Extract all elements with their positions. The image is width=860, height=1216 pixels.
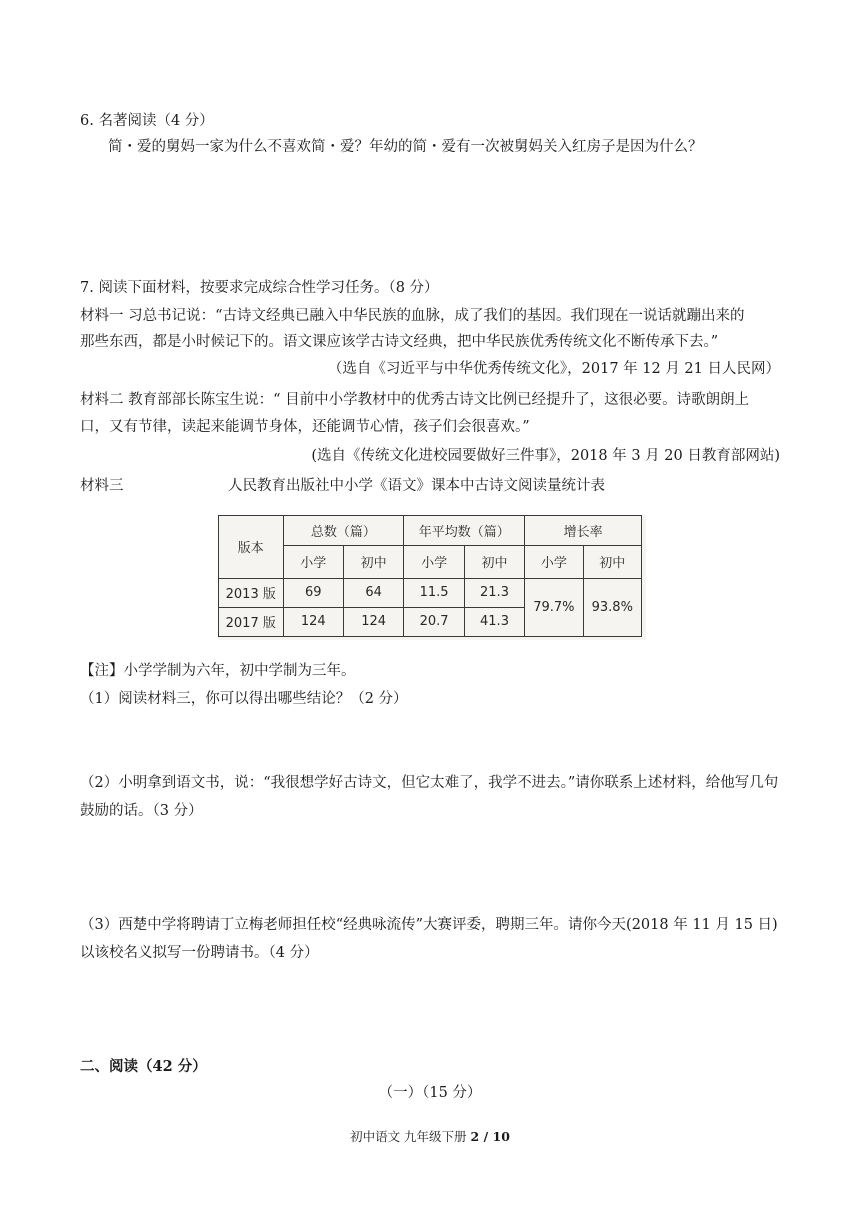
- sub-junior-avg: 初中: [464, 546, 524, 578]
- section-2-part-1: （一）（15 分）: [378, 1085, 482, 1101]
- material2-line2: 口，又有节律，读起来能调节身体，还能调节心情，孩子们会很喜欢。”: [80, 419, 530, 435]
- material2-source: (选自《传统文化进校园要做好三件事》，2018 年 3 月 20 日教育部网站): [311, 448, 780, 464]
- row-avg-junior: 21.3: [464, 578, 524, 607]
- row-total-junior: 124: [343, 607, 403, 636]
- header-total: 总数（篇）: [283, 516, 404, 546]
- sub-primary-avg: 小学: [404, 546, 464, 578]
- subquestion-2-line1: （2）小明拿到语文书，说：“我很想学好古诗文，但它太难了，我学不进去。”请你联系上述材料，给他写几句: [80, 775, 779, 791]
- row-avg-junior: 41.3: [464, 607, 524, 636]
- q6-question: 简・爱的舅妈一家为什么不喜欢简・爱？年幼的简・爱有一次被舅妈关入红房子是因为什么？: [108, 139, 703, 155]
- row-avg-primary: 20.7: [404, 607, 464, 636]
- row-total-primary: 69: [283, 578, 343, 607]
- subquestion-3-line2: 以该校名义拟写一份聘请书。（4 分）: [80, 945, 319, 961]
- row-avg-primary: 11.5: [404, 578, 464, 607]
- table-note: 【注】小学学制为六年，初中学制为三年。: [80, 663, 356, 679]
- material3-title: 人民教育出版社中小学《语文》课本中古诗文阅读量统计表: [228, 478, 605, 494]
- material1-line1: 材料一 习总书记说：“古诗文经典已融入中华民族的血脉，成了我们的基因。我们现在一说话就蹦出来的: [80, 308, 745, 324]
- growth-junior: 93.8%: [583, 578, 641, 636]
- material1-line2: 那些东西，都是小时候记下的。语文课应该学古诗文经典，把中华民族优秀传统文化不断传承下去。”: [80, 334, 719, 350]
- row-total-primary: 124: [283, 607, 343, 636]
- material3-label: 材料三: [80, 478, 124, 494]
- sub-primary-growth: 小学: [525, 546, 583, 578]
- section-2-title: 二、阅读（42 分）: [80, 1058, 207, 1075]
- page-number: 2 / 10: [470, 1129, 510, 1144]
- page-footer: [0, 1128, 860, 1146]
- row-total-junior: 64: [343, 578, 403, 607]
- row-version: 2017 版: [219, 607, 284, 636]
- growth-primary: 79.7%: [525, 578, 583, 636]
- subquestion-1: （1）阅读材料三，你可以得出哪些结论？（2 分）: [80, 691, 408, 707]
- header-version: 版本: [219, 516, 284, 579]
- header-growth: 增长率: [525, 516, 642, 546]
- q7-title: 7. 阅读下面材料，按要求完成综合性学习任务。（8 分）: [80, 280, 439, 296]
- header-average: 年平均数（篇）: [404, 516, 525, 546]
- table-row: [219, 578, 642, 607]
- material1-source: （选自《习近平与中华优秀传统文化》，2017 年 12 月 21 日人民网）: [327, 361, 780, 377]
- material2-line1: 材料二 教育部部长陈宝生说：“ 目前中小学教材中的优秀古诗文比例已经提升了，这很必要。诗歌朗朗上: [80, 392, 750, 408]
- footer-text: 初中语文 九年级下册: [350, 1129, 471, 1144]
- subquestion-3-line1: （3）西楚中学将聘请丁立梅老师担任校“经典咏流传”大赛评委，聘期三年。请你今天(2018 年 11 月 15 日): [80, 917, 778, 933]
- row-version: 2013 版: [219, 578, 284, 607]
- sub-primary-total: 小学: [283, 546, 343, 578]
- subquestion-2-line2: 鼓励的话。（3 分）: [80, 803, 203, 819]
- sub-junior-growth: 初中: [583, 546, 641, 578]
- q6-title: 6. 名著阅读（4 分）: [80, 113, 214, 129]
- statistics-table-image: [218, 515, 646, 640]
- statistics-table: [218, 515, 642, 637]
- sub-junior-total: 初中: [343, 546, 403, 578]
